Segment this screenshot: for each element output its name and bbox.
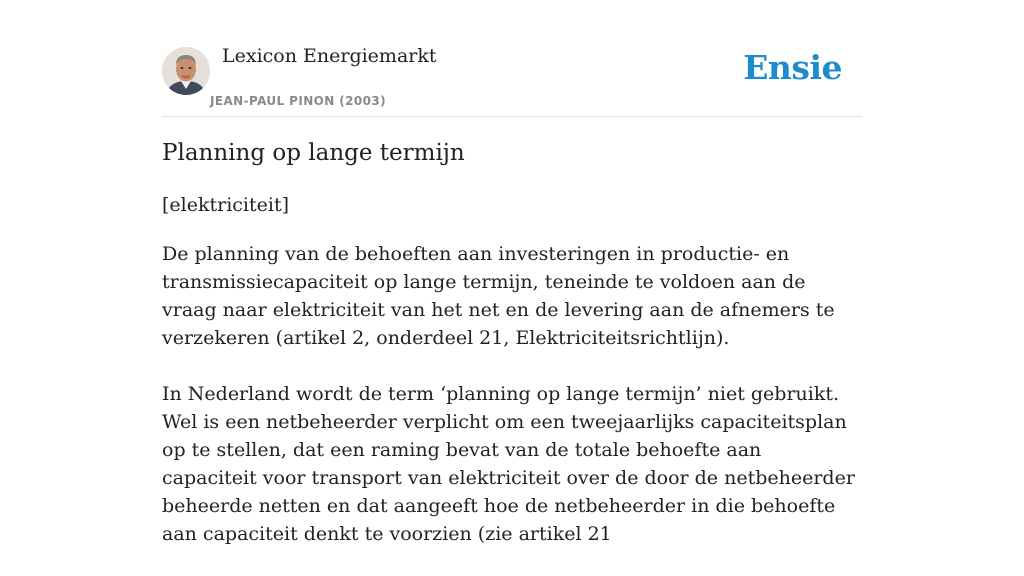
entry-category: [elektriciteit]: [162, 194, 290, 216]
avatar: [162, 47, 210, 95]
entry-body: [162, 240, 862, 576]
paragraph: De planning van de behoeften aan investeringen in productie- en transmissiecapaciteit op lange termijn, teneinde te voldoen aan de vraag naar elektriciteit van het net en de levering aan de afnemers te verzekeren (artikel 2, onderdeel 21, Elektriciteitsrichtlijn).: [162, 243, 835, 349]
page-container: [162, 0, 862, 545]
header: [162, 0, 862, 117]
lexicon-title[interactable]: Lexicon Energiemarkt: [222, 45, 437, 67]
ensie-logo[interactable]: Ensie: [743, 48, 842, 87]
entry-title: Planning op lange termijn: [162, 140, 465, 166]
author-portrait-icon: [162, 47, 210, 95]
paragraph: In Nederland wordt de term ‘planning op lange termijn’ niet gebruikt. Wel is een netbeheerder verplicht om een tweejaarlijks capaciteitsplan op te stellen, dat een raming bevat van de totale behoefte aan capaciteit voor transport van elektriciteit over de door de netbeheerder beheerde netten en dat aangeeft hoe de netbeheerder in die behoefte aan capaciteit denkt te voorzien (zie artikel 21: [162, 383, 855, 545]
author-name[interactable]: JEAN-PAUL PINON (2003): [210, 94, 387, 108]
